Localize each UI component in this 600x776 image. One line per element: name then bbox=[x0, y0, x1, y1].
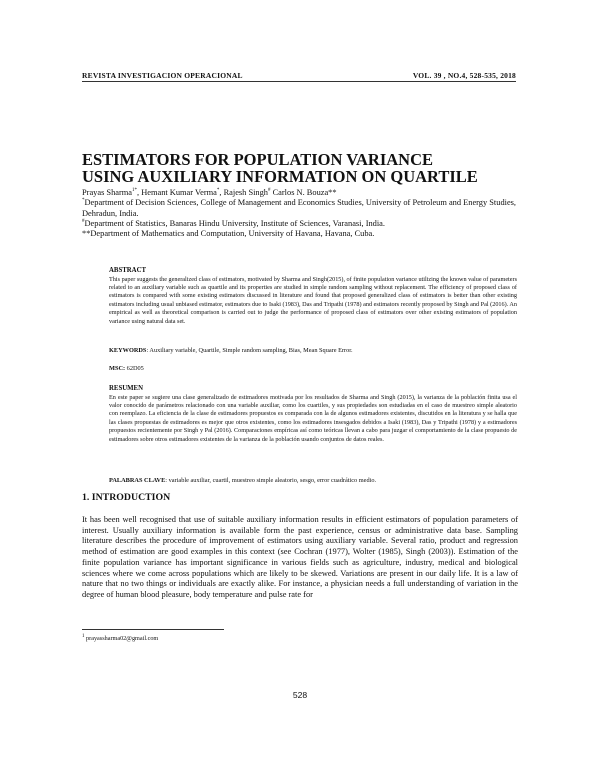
title-line-1: ESTIMATORS FOR POPULATION VARIANCE bbox=[82, 150, 433, 169]
affiliation-3: **Department of Mathematics and Computation, University of Havana, Havana, Cuba. bbox=[82, 229, 375, 239]
introduction-heading: 1. INTRODUCTION bbox=[82, 492, 171, 503]
introduction-text: It has been well recognised that use of suitable auxiliary information results in efficient estimators of population parameters of interest. Usually auxiliary information is available form the past experience, census or administrative data base. Sampling literature describes the procedure of improvement of estimators using auxiliary variable. Several ratio, product and regression method of estimation are good examples in this context (see Cochran (1977), Wolter (1985), Singh (2003)). Estimation of the finite population variance has important significance in various fields such as agriculture, industry, medical and biological sciences where we come across populations which are likely to be skewed. Variations are present in our daily life. It is a law of nature that no two things or individuals are exactly alike. For instance, a physician needs a full understanding of variation in the degree of human blood pleasure, body temperature and pulse rate for bbox=[82, 515, 518, 599]
header-divider bbox=[82, 81, 516, 82]
affiliation-2: #Department of Statistics, Banaras Hindu University, Institute of Sciences, Varanasi, India. bbox=[82, 218, 385, 228]
author-list: Prayas Sharma$^{1*}$, Hemant Kumar Verma*, Rajesh Singh# Carlos N. Bouza** bbox=[82, 188, 337, 197]
abstract-text: This paper suggests the generalized class of estimators, motivated by Sharma and Singh(2015), of finite population variance utilizing the known value of parameters related to an auxiliary variable such as quartile and its properties are studied in simple random sampling without replacement. The efficiency of proposed class of estimators is compared with some existing estimators discussed in literature and found that proposed generalized class of estimators is better than other existing estimators including usual unbiased estimator, estimators due to Isaki (1983), Das and Tripathi (1978) and estimators recently proposed by Singh and Pal (2016). An empirical as well as theoretical comparison is carried out to judge the performance of proposed class of estimators over other existing estimators of population variance using natural data set. bbox=[109, 275, 517, 325]
paper-title bbox=[82, 151, 522, 185]
abstract-heading: ABSTRACT bbox=[109, 267, 147, 274]
volume-info: VOL. 39 , NO.4, 528-535, 2018 bbox=[412, 71, 516, 80]
resumen-text: En este paper se sugiere una clase generalizado de estimadores motivada por los resultados de Sharma and Singh (2015), la varianza de la población finita usa el valor conocido de parámetros relacionado con una variable auxiliar, como los cuartiles, y sus propiedades son estudiadas en el caso de muestreo simple aleatorio con reemplazo. La eficiencia de la clase de estimadores propuestos es comparada con la de algunos estimadores existentes, discutidos en la literatura y se halla que las clases propuestas de estimadores es mejor que otros existentes, como los estimadores insesgados debidos a Isaki (1983), Das y Tripathi (1978) y a estimadores propuestos recientemente por Singh y Pal (2016). Comparaciones empíricas así como teóricas llevan a cabo para juzgar el comportamiento de la clase propuesto de estimadores sobre otros estimadores existentes de la varianza de la población usando conjuntos de datos reales. bbox=[109, 393, 517, 443]
title-line-2: USING AUXILIARY INFORMATION ON QUARTILE bbox=[82, 167, 478, 186]
author-block bbox=[82, 188, 522, 239]
footnote-divider bbox=[82, 629, 224, 630]
msc-code: MSC: 62D05 bbox=[109, 365, 144, 372]
resumen-heading: RESUMEN bbox=[109, 385, 143, 392]
palabras-clave: PALABRAS CLAVE: variable auxiliar, cuartil, muestreo simple aleatorio, sesgo, error cuadrático medio. bbox=[109, 477, 377, 484]
footnote: $^1$ prayassharma02@gmail.com bbox=[82, 633, 159, 642]
affiliation-1: *Department of Decision Sciences, College of Management and Economics Studies, University of Petroleum and Energy Studies, Dehradun, India. bbox=[82, 198, 517, 218]
page-number: 528 bbox=[292, 690, 308, 700]
keywords: KEYWORDS: Auxiliary variable, Quartile, Simple random sampling, Bias, Mean Square Error. bbox=[109, 347, 353, 354]
journal-name: REVISTA INVESTIGACION OPERACIONAL bbox=[82, 71, 243, 80]
